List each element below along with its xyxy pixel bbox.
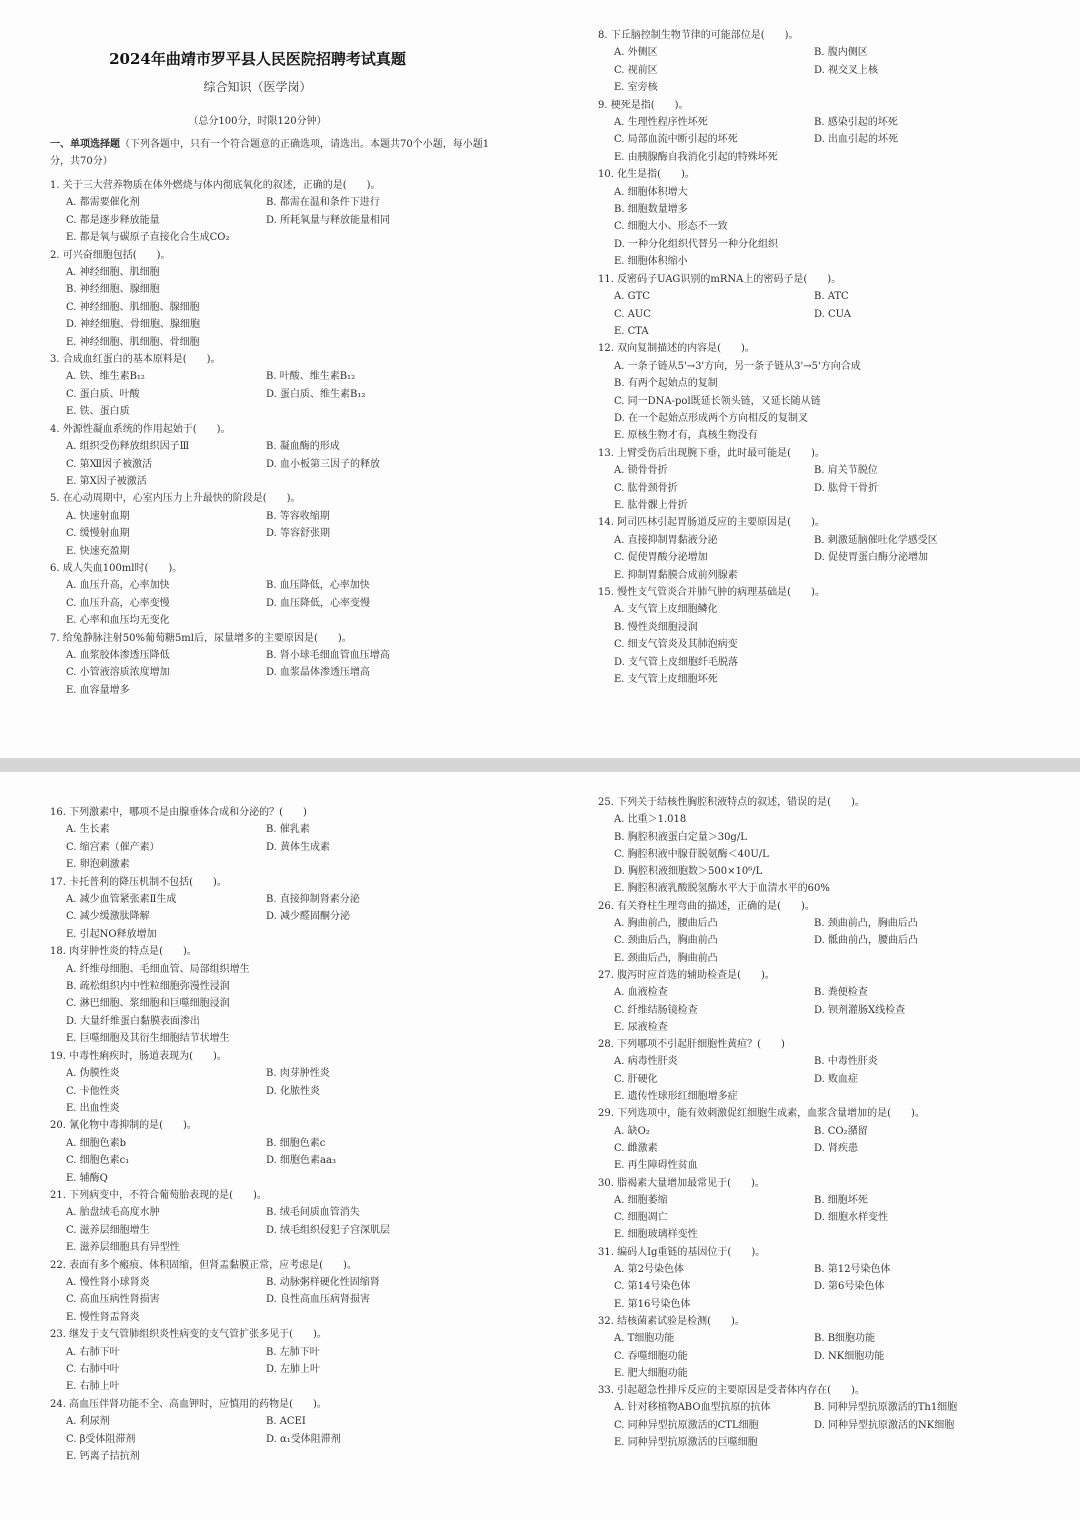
question-item bbox=[50, 1048, 490, 1118]
answer-option: E. 支气管上皮细胞坏死 bbox=[614, 674, 718, 686]
answer-option: B. 刺激延脑催吐化学感受区 bbox=[814, 534, 938, 546]
answer-option: D. α₁受体阻滞剂 bbox=[266, 1433, 341, 1445]
answer-option: D. 促使胃蛋白酶分泌增加 bbox=[814, 552, 929, 564]
option-list bbox=[598, 184, 1038, 271]
question-item bbox=[598, 1244, 1038, 1313]
option-list bbox=[50, 1274, 490, 1326]
answer-option: A. 组织受伤释放组织因子Ⅲ bbox=[66, 441, 190, 453]
question-item bbox=[50, 1187, 490, 1257]
question-text: 31. 编码人Ig重链的基因位于( )。 bbox=[598, 1246, 766, 1258]
answer-option: D. 同种异型抗原激活的NK细胞 bbox=[814, 1419, 955, 1431]
answer-option: C. 小管液溶质浓度增加 bbox=[66, 667, 170, 679]
option-list bbox=[598, 44, 1038, 96]
answer-option: B. B细胞功能 bbox=[814, 1333, 876, 1345]
question-text: 32. 结核菌素试验是检测( )。 bbox=[598, 1315, 745, 1327]
answer-option: C. 滋养层细胞增生 bbox=[66, 1224, 150, 1236]
answer-option: C. 卡他性炎 bbox=[66, 1085, 120, 1097]
answer-option: E. 遗传性球形红细胞增多症 bbox=[614, 1091, 738, 1103]
answer-option: D. 支气管上皮细胞纤毛脱落 bbox=[614, 656, 739, 668]
answer-option: E. 出血性炎 bbox=[66, 1102, 120, 1114]
answer-option: E. 再生障碍性贫血 bbox=[614, 1160, 698, 1172]
option-list bbox=[50, 821, 490, 873]
answer-option: B. 肉芽肿性炎 bbox=[266, 1068, 330, 1080]
question-text: 7. 给兔静脉注射50%葡萄糖5ml后，尿量增多的主要原因是( )。 bbox=[50, 632, 352, 644]
question-item bbox=[598, 584, 1038, 688]
answer-option: D. 减少醛固酮分泌 bbox=[266, 911, 351, 923]
question-text: 21. 下列病变中，不符合葡萄胎表现的是( )。 bbox=[50, 1189, 267, 1201]
answer-option: C. 减少缓激肽降解 bbox=[66, 911, 150, 923]
question-text: 10. 化生是指( )。 bbox=[598, 169, 695, 181]
answer-option: E. CTA bbox=[614, 325, 649, 337]
question-text: 30. 脂褐素大量增加最常见于( )。 bbox=[598, 1177, 765, 1189]
answer-option: D. 所耗氧量与释放能量相同 bbox=[266, 214, 391, 226]
answer-option: E. 室旁核 bbox=[614, 82, 658, 94]
answer-option: E. 神经细胞、肌细胞、骨细胞 bbox=[66, 336, 200, 348]
question-item bbox=[598, 1175, 1038, 1244]
option-list bbox=[598, 1261, 1038, 1313]
option-list bbox=[50, 1413, 490, 1465]
answer-option: B. 有两个起始点的复制 bbox=[614, 378, 718, 390]
answer-option: D. 出血引起的坏死 bbox=[814, 134, 899, 146]
option-list bbox=[598, 114, 1038, 166]
answer-option: E. 辅酶Q bbox=[66, 1172, 108, 1184]
answer-option: C. 肱骨颈骨折 bbox=[614, 482, 678, 494]
question-text: 1. 关于三大营养物质在体外燃烧与体内彻底氧化的叙述，正确的是( )。 bbox=[50, 180, 381, 191]
question-text: 28. 下列哪项不引起肝细胞性黄疸？( ) bbox=[598, 1039, 785, 1051]
answer-option: D. 血小板第三因子的释放 bbox=[266, 458, 381, 470]
answer-option: A. 锁骨骨折 bbox=[614, 465, 668, 477]
option-list bbox=[598, 1123, 1038, 1175]
question-item bbox=[598, 1105, 1038, 1174]
option-list bbox=[598, 532, 1038, 584]
option-list bbox=[50, 508, 490, 560]
answer-option: C. 细胞大小、形态不一致 bbox=[614, 221, 728, 233]
answer-option: E. 抑制胃黏膜合成前列腺素 bbox=[614, 569, 738, 581]
option-list bbox=[50, 438, 490, 490]
answer-option: C. 纤维结肠镜检查 bbox=[614, 1004, 698, 1016]
option-list bbox=[50, 1344, 490, 1396]
answer-option: A. T细胞功能 bbox=[614, 1333, 675, 1345]
answer-option: A. GTC bbox=[614, 291, 650, 303]
section-heading bbox=[50, 136, 490, 170]
answer-option: E. 细胞体积缩小 bbox=[614, 256, 688, 268]
answer-option: B. 中毒性肝炎 bbox=[814, 1056, 878, 1068]
answer-option: E. 血容量增多 bbox=[66, 684, 130, 696]
answer-option: B. 神经细胞、腺细胞 bbox=[66, 284, 160, 296]
answer-option: A. 血压升高，心率加快 bbox=[66, 580, 170, 592]
answer-option: A. 缺O₂ bbox=[614, 1125, 650, 1137]
option-list bbox=[50, 368, 490, 420]
answer-option: C. 视前区 bbox=[614, 64, 658, 76]
answer-option: E. 肱骨髁上骨折 bbox=[614, 499, 688, 511]
answer-option: B. 细胞坏死 bbox=[814, 1194, 868, 1206]
option-list bbox=[50, 891, 490, 943]
question-text: 15. 慢性支气管炎合并肺气肿的病理基础是( )。 bbox=[598, 587, 825, 598]
question-text: 19. 中毒性痢疾时，肠道表现为( )。 bbox=[50, 1050, 227, 1062]
answer-option: A. 针对移植物ABO血型抗原的抗体 bbox=[614, 1402, 771, 1414]
answer-option: D. NK细胞功能 bbox=[814, 1350, 885, 1362]
answer-option: A. 第2号染色体 bbox=[614, 1264, 684, 1276]
question-text: 22. 表面有多个瘢痕、体积固缩，但肾盂黏膜正常，应考虑是( )。 bbox=[50, 1259, 357, 1271]
answer-option: E. 同种异型抗原激活的巨噬细胞 bbox=[614, 1436, 758, 1448]
option-list bbox=[50, 961, 490, 1048]
answer-option: B. ACEI bbox=[266, 1416, 306, 1428]
answer-option: B. 第12号染色体 bbox=[814, 1264, 891, 1276]
option-list bbox=[598, 601, 1038, 688]
answer-option: A. 快速射血期 bbox=[66, 510, 130, 522]
answer-option: B. 肾小球毛细血管血压增高 bbox=[266, 649, 390, 661]
answer-option: E. 都是氧与碳原子直接化合生成CO₂ bbox=[66, 232, 230, 244]
answer-option: A. 右肺下叶 bbox=[66, 1346, 120, 1358]
answer-option: A. 生理性程序性坏死 bbox=[614, 117, 708, 129]
question-item bbox=[598, 1036, 1038, 1105]
answer-option: C. 血压升高，心率变慢 bbox=[66, 597, 170, 609]
question-text: 23. 继发于支气管肺组织炎性病变的支气管扩张多见于( )。 bbox=[50, 1329, 327, 1341]
question-item bbox=[50, 630, 490, 700]
answer-option: A. 胸曲前凸，腰曲后凸 bbox=[614, 918, 718, 930]
answer-option: E. 滋养层细胞具有异型性 bbox=[66, 1242, 180, 1254]
option-list bbox=[598, 1330, 1038, 1382]
question-item bbox=[598, 340, 1038, 444]
option-list bbox=[598, 462, 1038, 514]
answer-option: A. 铁、维生素B₁₂ bbox=[66, 371, 145, 383]
question-text: 13. 上臂受伤后出现腕下垂，此时最可能是( )。 bbox=[598, 447, 825, 459]
answer-option: B. 同种异型抗原激活的Th1细胞 bbox=[814, 1402, 958, 1414]
answer-option: B. 等容收缩期 bbox=[266, 510, 330, 522]
option-list bbox=[50, 1135, 490, 1187]
answer-option: A. 血浆胶体渗透压降低 bbox=[66, 649, 170, 661]
answer-option: B. 催乳素 bbox=[266, 824, 310, 836]
answer-option: E. 钙离子拮抗剂 bbox=[66, 1451, 140, 1463]
question-text: 25. 下列关于结核性胸腔积液特点的叙述，错误的是( )。 bbox=[598, 797, 865, 808]
answer-option: E. 慢性肾盂肾炎 bbox=[66, 1311, 140, 1323]
option-list bbox=[50, 1065, 490, 1117]
option-list bbox=[598, 984, 1038, 1036]
answer-option: B. 细胞数量增多 bbox=[614, 204, 688, 216]
option-list bbox=[598, 915, 1038, 967]
question-text: 8. 下丘脑控制生物节律的可能部位是( )。 bbox=[598, 30, 799, 41]
question-item bbox=[598, 166, 1038, 270]
answer-option: E. 右肺上叶 bbox=[66, 1381, 120, 1393]
question-item bbox=[598, 27, 1038, 97]
option-list bbox=[598, 1192, 1038, 1244]
answer-option: D. 良性高血压病肾损害 bbox=[266, 1294, 371, 1306]
answer-option: C. 细胞凋亡 bbox=[614, 1212, 668, 1224]
answer-option: D. 钡剂灌肠X线检查 bbox=[814, 1004, 906, 1016]
question-column-3 bbox=[50, 804, 490, 1465]
section-description: （下列各题中，只有一个符合题意的正确选项，请选出。本题共70个小题，每小题1分，共70分） bbox=[50, 139, 490, 167]
question-item bbox=[50, 351, 490, 421]
answer-option: E. 巨噬细胞及其衍生细胞结节状增生 bbox=[66, 1033, 230, 1045]
exam-meta: （总分100分，时限120分钟） bbox=[188, 116, 327, 127]
answer-option: D. 黄体生成素 bbox=[266, 841, 331, 853]
answer-option: B. 慢性炎细胞浸润 bbox=[614, 621, 698, 633]
question-column-2 bbox=[598, 27, 1038, 688]
answer-option: C. AUC bbox=[614, 308, 651, 320]
answer-option: E. 原核生物才有，真核生物没有 bbox=[614, 430, 758, 442]
question-item bbox=[598, 967, 1038, 1036]
question-item bbox=[50, 247, 490, 351]
answer-option: A. 血液检查 bbox=[614, 987, 668, 999]
question-item bbox=[50, 804, 490, 874]
question-text: 2. 可兴奋细胞包括( )。 bbox=[50, 249, 171, 261]
answer-option: B. 腹内侧区 bbox=[814, 47, 868, 59]
answer-option: C. 雌激素 bbox=[614, 1142, 658, 1154]
question-text: 26. 有关脊柱生理弯曲的描述，正确的是( )。 bbox=[598, 900, 815, 912]
section-title: 一、单项选择题 bbox=[50, 139, 120, 150]
answer-option: E. 卵泡刺激素 bbox=[66, 859, 130, 871]
answer-option: D. 绒毛组织侵犯子宫深肌层 bbox=[266, 1224, 391, 1236]
question-item bbox=[50, 1257, 490, 1327]
answer-option: D. 胸腔积液细胞数＞500×10⁶/L bbox=[614, 866, 763, 878]
question-column-4 bbox=[598, 794, 1038, 1451]
answer-option: A. 直接抑制胃黏液分泌 bbox=[614, 534, 718, 546]
question-text: 3. 合成血红蛋白的基本原料是( )。 bbox=[50, 354, 221, 366]
answer-option: C. 局部血流中断引起的坏死 bbox=[614, 134, 738, 146]
answer-option: D. 败血症 bbox=[814, 1073, 859, 1085]
answer-option: D. 细胞水样变性 bbox=[814, 1212, 889, 1224]
answer-option: B. 细胞色素c bbox=[266, 1137, 326, 1149]
answer-option: D. 化脓性炎 bbox=[266, 1085, 321, 1097]
answer-option: C. 缓慢射血期 bbox=[66, 528, 130, 540]
answer-option: A. 伪膜性炎 bbox=[66, 1068, 120, 1080]
answer-option: A. 一条子链从5'→3'方向，另一条子链从3'→5'方向合成 bbox=[614, 360, 861, 372]
answer-option: C. β受体阻滞剂 bbox=[66, 1433, 136, 1445]
answer-option: C. 蛋白质、叶酸 bbox=[66, 388, 140, 400]
answer-option: C. 肝硬化 bbox=[614, 1073, 658, 1085]
option-list bbox=[50, 647, 490, 699]
answer-option: E. 心率和血压均无变化 bbox=[66, 615, 170, 627]
question-text: 14. 阿司匹林引起胃肠道反应的主要原因是( )。 bbox=[598, 517, 825, 529]
answer-option: B. 胸腔积液蛋白定量＞30g/L bbox=[614, 831, 747, 843]
answer-option: B. ATC bbox=[814, 291, 849, 303]
question-text: 11. 反密码子UAG识别的mRNA上的密码子是( )。 bbox=[598, 273, 842, 285]
answer-option: E. 铁、蛋白质 bbox=[66, 406, 130, 418]
answer-option: C. 细支气管炎及其肺泡病变 bbox=[614, 639, 738, 651]
answer-option: C. 同一DNA-pol既延长领头链，又延长随从链 bbox=[614, 395, 821, 407]
answer-option: D. 骶曲前凸，腰曲后凸 bbox=[814, 935, 919, 947]
option-list bbox=[50, 1204, 490, 1256]
answer-option: B. 粪便检查 bbox=[814, 987, 868, 999]
option-list bbox=[598, 288, 1038, 340]
answer-option: C. 淋巴细胞、浆细胞和巨噬细胞浸润 bbox=[66, 998, 230, 1010]
answer-option: D. 蛋白质、维生素B₁₂ bbox=[266, 388, 366, 400]
option-list bbox=[598, 358, 1038, 445]
question-item bbox=[598, 898, 1038, 967]
answer-option: A. 慢性肾小球肾炎 bbox=[66, 1276, 150, 1288]
question-item bbox=[598, 514, 1038, 584]
answer-option: E. 颈曲后凸，胸曲前凸 bbox=[614, 952, 718, 964]
answer-option: E. 尿液检查 bbox=[614, 1021, 668, 1033]
answer-option: A. 生长素 bbox=[66, 824, 110, 836]
answer-option: C. 都是逐步释放能量 bbox=[66, 214, 160, 226]
answer-option: D. 一种分化组织代替另一种分化组织 bbox=[614, 238, 779, 250]
exam-title: 2024年曲靖市罗平县人民医院招聘考试真题 bbox=[109, 50, 406, 68]
exam-page-1 bbox=[0, 0, 1080, 758]
question-item bbox=[598, 794, 1038, 898]
answer-option: E. 肥大细胞功能 bbox=[614, 1367, 688, 1379]
answer-option: E. 由胰腺酶自我消化引起的特殊坏死 bbox=[614, 151, 778, 163]
answer-option: D. 肱骨干骨折 bbox=[814, 482, 879, 494]
answer-option: D. 第6号染色体 bbox=[814, 1281, 885, 1293]
option-list bbox=[598, 811, 1038, 897]
answer-option: C. 第14号染色体 bbox=[614, 1281, 691, 1293]
question-item bbox=[598, 1382, 1038, 1451]
answer-option: D. 等容舒张期 bbox=[266, 528, 331, 540]
question-text: 5. 在心动周期中，心室内压力上升最快的阶段是( )。 bbox=[50, 493, 301, 505]
answer-option: D. 视交叉上核 bbox=[814, 64, 879, 76]
question-item bbox=[598, 271, 1038, 341]
answer-option: E. 快速充盈期 bbox=[66, 545, 130, 557]
answer-option: C. 细胞色素c₁ bbox=[66, 1155, 130, 1167]
answer-option: D. 在一个起始点形成两个方向相反的复制叉 bbox=[614, 412, 809, 424]
question-column-1 bbox=[50, 177, 490, 699]
answer-option: A. 细胞色素b bbox=[66, 1137, 126, 1149]
question-item bbox=[50, 177, 490, 247]
answer-option: D. 左肺上叶 bbox=[266, 1364, 321, 1375]
question-text: 18. 肉芽肿性炎的特点是( )。 bbox=[50, 946, 197, 958]
question-item bbox=[50, 1326, 490, 1396]
question-text: 27. 腹泻时应首选的辅助检查是( )。 bbox=[598, 969, 775, 981]
question-item bbox=[50, 943, 490, 1047]
question-text: 33. 引起超急性排斥反应的主要原因是受者体内存在( )。 bbox=[598, 1385, 865, 1397]
answer-option: A. 比重＞1.018 bbox=[614, 814, 687, 826]
question-item bbox=[50, 1117, 490, 1187]
question-item bbox=[598, 97, 1038, 167]
answer-option: C. 促使胃酸分泌增加 bbox=[614, 552, 708, 564]
answer-option: D. 细胞色素aa₃ bbox=[266, 1155, 336, 1167]
answer-option: B. 左肺下叶 bbox=[266, 1346, 320, 1358]
answer-option: B. 都需在温和条件下进行 bbox=[266, 197, 380, 209]
answer-option: C. 同种异型抗原激活的CTL细胞 bbox=[614, 1419, 759, 1431]
answer-option: E. 胸腔积液乳酸脱氢酶水平大于血清水平的60% bbox=[614, 883, 830, 895]
answer-option: B. 凝血酶的形成 bbox=[266, 441, 340, 453]
answer-option: B. 直接抑制肾素分泌 bbox=[266, 894, 360, 906]
question-text: 29. 下列选项中，能有效刺激促红细胞生成素，血浆含量增加的是( )。 bbox=[598, 1108, 925, 1120]
answer-option: B. 血压降低，心率加快 bbox=[266, 580, 370, 592]
answer-option: D. 肾疾患 bbox=[814, 1142, 859, 1154]
question-item bbox=[598, 1313, 1038, 1382]
question-item bbox=[50, 874, 490, 944]
answer-option: A. 外侧区 bbox=[614, 47, 658, 59]
answer-option: B. 叶酸、维生素B₁₂ bbox=[266, 371, 356, 383]
answer-option: B. 肩关节脱位 bbox=[814, 465, 878, 477]
answer-option: D. 神经细胞、骨细胞、腺细胞 bbox=[66, 319, 201, 331]
question-text: 17. 卡托普利的降压机制不包括( )。 bbox=[50, 876, 227, 888]
answer-option: D. CUA bbox=[814, 308, 852, 320]
question-item bbox=[50, 560, 490, 630]
answer-option: C. 神经细胞、肌细胞、腺细胞 bbox=[66, 301, 200, 313]
question-item bbox=[50, 1396, 490, 1466]
question-text: 6. 成人失血100ml时( )。 bbox=[50, 562, 183, 574]
answer-option: C. 第Ⅻ因子被激活 bbox=[66, 458, 153, 470]
option-list bbox=[598, 1399, 1038, 1451]
answer-option: E. 细胞玻璃样变性 bbox=[614, 1229, 698, 1241]
answer-option: E. 第X因子被激活 bbox=[66, 475, 147, 487]
answer-option: B. CO₂潴留 bbox=[814, 1125, 868, 1137]
question-text: 9. 梗死是指( )。 bbox=[598, 99, 689, 111]
question-text: 16. 下列激素中，哪项不是由腺垂体合成和分泌的？( ) bbox=[50, 807, 307, 818]
question-item bbox=[50, 490, 490, 560]
answer-option: A. 病毒性肝炎 bbox=[614, 1056, 678, 1068]
answer-option: C. 颈曲后凸，胸曲前凸 bbox=[614, 935, 718, 947]
question-text: 24. 高血压伴肾功能不全、高血钾时，应慎用的药物是( )。 bbox=[50, 1398, 327, 1410]
answer-option: A. 支气管上皮细胞鳞化 bbox=[614, 604, 718, 616]
answer-option: A. 胎盘绒毛高度水肿 bbox=[66, 1207, 160, 1219]
answer-option: A. 利尿剂 bbox=[66, 1416, 110, 1428]
exam-subtitle: 综合知识（医学岗） bbox=[203, 80, 312, 94]
answer-option: C. 吞噬细胞功能 bbox=[614, 1350, 688, 1362]
answer-option: E. 第16号染色体 bbox=[614, 1298, 691, 1310]
answer-option: D. 血压降低，心率变慢 bbox=[266, 597, 371, 609]
answer-option: B. 绒毛间质血管消失 bbox=[266, 1207, 360, 1219]
question-item bbox=[598, 445, 1038, 515]
question-text: 12. 双向复制描述的内容是( )。 bbox=[598, 343, 755, 355]
answer-option: A. 纤维母细胞、毛细血管、局部组织增生 bbox=[66, 963, 250, 975]
page-separator bbox=[0, 758, 1080, 772]
answer-option: A. 细胞萎缩 bbox=[614, 1194, 668, 1206]
question-text: 20. 氰化物中毒抑制的是( )。 bbox=[50, 1120, 197, 1132]
option-list bbox=[50, 194, 490, 246]
answer-option: A. 减少血管紧张素Ⅱ生成 bbox=[66, 894, 177, 906]
question-item bbox=[50, 421, 490, 491]
exam-page-2 bbox=[0, 772, 1080, 1520]
answer-option: C. 右肺中叶 bbox=[66, 1364, 120, 1375]
answer-option: E. 引起NO释放增加 bbox=[66, 928, 157, 940]
answer-option: A. 神经细胞、肌细胞 bbox=[66, 267, 160, 279]
answer-option: B. 感染引起的坏死 bbox=[814, 117, 898, 129]
option-list bbox=[50, 577, 490, 629]
answer-option: C. 胸腔积液中腺苷脱氨酶＜40U/L bbox=[614, 848, 769, 860]
answer-option: D. 血浆晶体渗透压增高 bbox=[266, 667, 371, 679]
option-list bbox=[50, 264, 490, 351]
answer-option: C. 高血压病性肾损害 bbox=[66, 1294, 160, 1306]
answer-option: B. 动脉粥样硬化性固缩肾 bbox=[266, 1276, 380, 1288]
answer-option: B. 疏松组织内中性粒细胞弥漫性浸润 bbox=[66, 981, 230, 993]
answer-option: B. 颈曲前凸，胸曲后凸 bbox=[814, 918, 918, 930]
question-text: 4. 外源性凝血系统的作用起始于( )。 bbox=[50, 423, 231, 435]
answer-option: C. 缩宫素（催产素） bbox=[66, 841, 160, 853]
answer-option: A. 细胞体积增大 bbox=[614, 186, 688, 198]
answer-option: D. 大量纤维蛋白黏膜表面渗出 bbox=[66, 1015, 201, 1027]
option-list bbox=[598, 1053, 1038, 1105]
answer-option: A. 都需要催化剂 bbox=[66, 197, 140, 209]
